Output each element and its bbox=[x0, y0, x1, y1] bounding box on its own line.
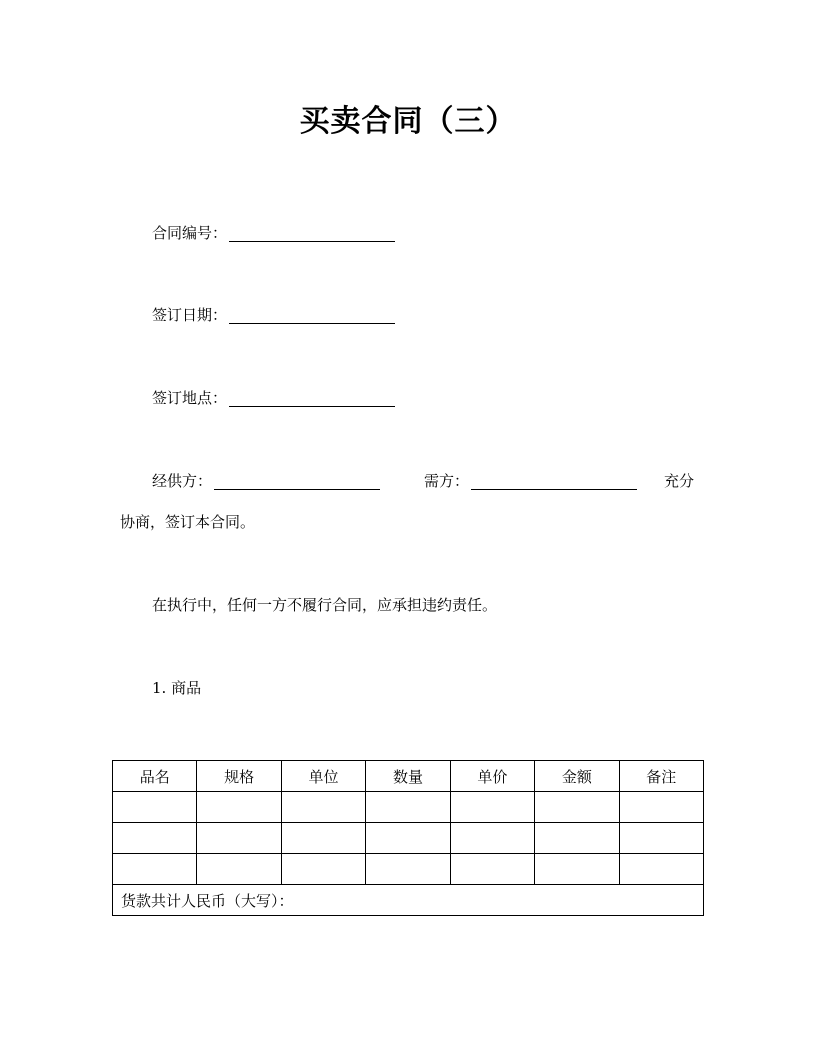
table-cell[interactable] bbox=[450, 823, 534, 854]
section-heading-goods: 1. 商品 bbox=[152, 679, 202, 697]
buyer-blank[interactable] bbox=[471, 473, 637, 490]
header-cell-spec: 规格 bbox=[197, 761, 281, 792]
sign-date-blank[interactable] bbox=[229, 307, 395, 324]
table-cell[interactable] bbox=[450, 854, 534, 885]
table-cell[interactable] bbox=[197, 792, 281, 823]
header-cell-unit: 单位 bbox=[281, 761, 365, 792]
goods-table bbox=[112, 760, 704, 916]
table-cell[interactable] bbox=[535, 854, 619, 885]
sign-place-blank[interactable] bbox=[229, 390, 395, 407]
supplier-blank[interactable] bbox=[214, 473, 380, 490]
table-cell[interactable] bbox=[197, 823, 281, 854]
table-cell[interactable] bbox=[366, 792, 450, 823]
total-payment-label[interactable]: 货款共计人民币（大写）： bbox=[113, 885, 704, 916]
buyer-label: 需方： bbox=[424, 472, 470, 490]
execution-clause: 在执行中，任何一方不履行合同，应承担违约责任。 bbox=[152, 596, 498, 614]
table-cell[interactable] bbox=[366, 854, 450, 885]
table-cell[interactable] bbox=[366, 823, 450, 854]
contract-number-row bbox=[152, 224, 395, 242]
parties-tail-1: 充分 bbox=[664, 472, 695, 490]
table-cell[interactable] bbox=[113, 792, 197, 823]
sign-date-label: 签订日期： bbox=[152, 306, 228, 324]
goods-table-header-row bbox=[113, 761, 704, 792]
supplier-row bbox=[152, 472, 380, 490]
buyer-row bbox=[424, 472, 637, 490]
total-payment-row bbox=[113, 885, 704, 916]
table-cell[interactable] bbox=[535, 823, 619, 854]
table-row bbox=[113, 854, 704, 885]
parties-tail-2: 协商，签订本合同。 bbox=[120, 513, 256, 531]
header-cell-amount: 金额 bbox=[535, 761, 619, 792]
table-cell[interactable] bbox=[535, 792, 619, 823]
table-row bbox=[113, 823, 704, 854]
table-cell[interactable] bbox=[619, 823, 703, 854]
header-cell-name: 品名 bbox=[113, 761, 197, 792]
table-cell[interactable] bbox=[113, 823, 197, 854]
sign-date-row bbox=[152, 306, 395, 324]
header-cell-quantity: 数量 bbox=[366, 761, 450, 792]
table-cell[interactable] bbox=[281, 792, 365, 823]
header-cell-remarks: 备注 bbox=[619, 761, 703, 792]
table-cell[interactable] bbox=[619, 854, 703, 885]
table-cell[interactable] bbox=[281, 823, 365, 854]
sign-place-row bbox=[152, 389, 395, 407]
header-cell-unit-price: 单价 bbox=[450, 761, 534, 792]
table-cell[interactable] bbox=[619, 792, 703, 823]
document-title: 买卖合同（三） bbox=[299, 104, 517, 139]
table-cell[interactable] bbox=[281, 854, 365, 885]
table-cell[interactable] bbox=[450, 792, 534, 823]
contract-number-label: 合同编号： bbox=[152, 224, 228, 242]
table-cell[interactable] bbox=[113, 854, 197, 885]
table-cell[interactable] bbox=[197, 854, 281, 885]
sign-place-label: 签订地点： bbox=[152, 389, 228, 407]
table-row bbox=[113, 792, 704, 823]
supplier-label: 经供方： bbox=[152, 472, 213, 490]
contract-number-blank[interactable] bbox=[229, 225, 395, 242]
